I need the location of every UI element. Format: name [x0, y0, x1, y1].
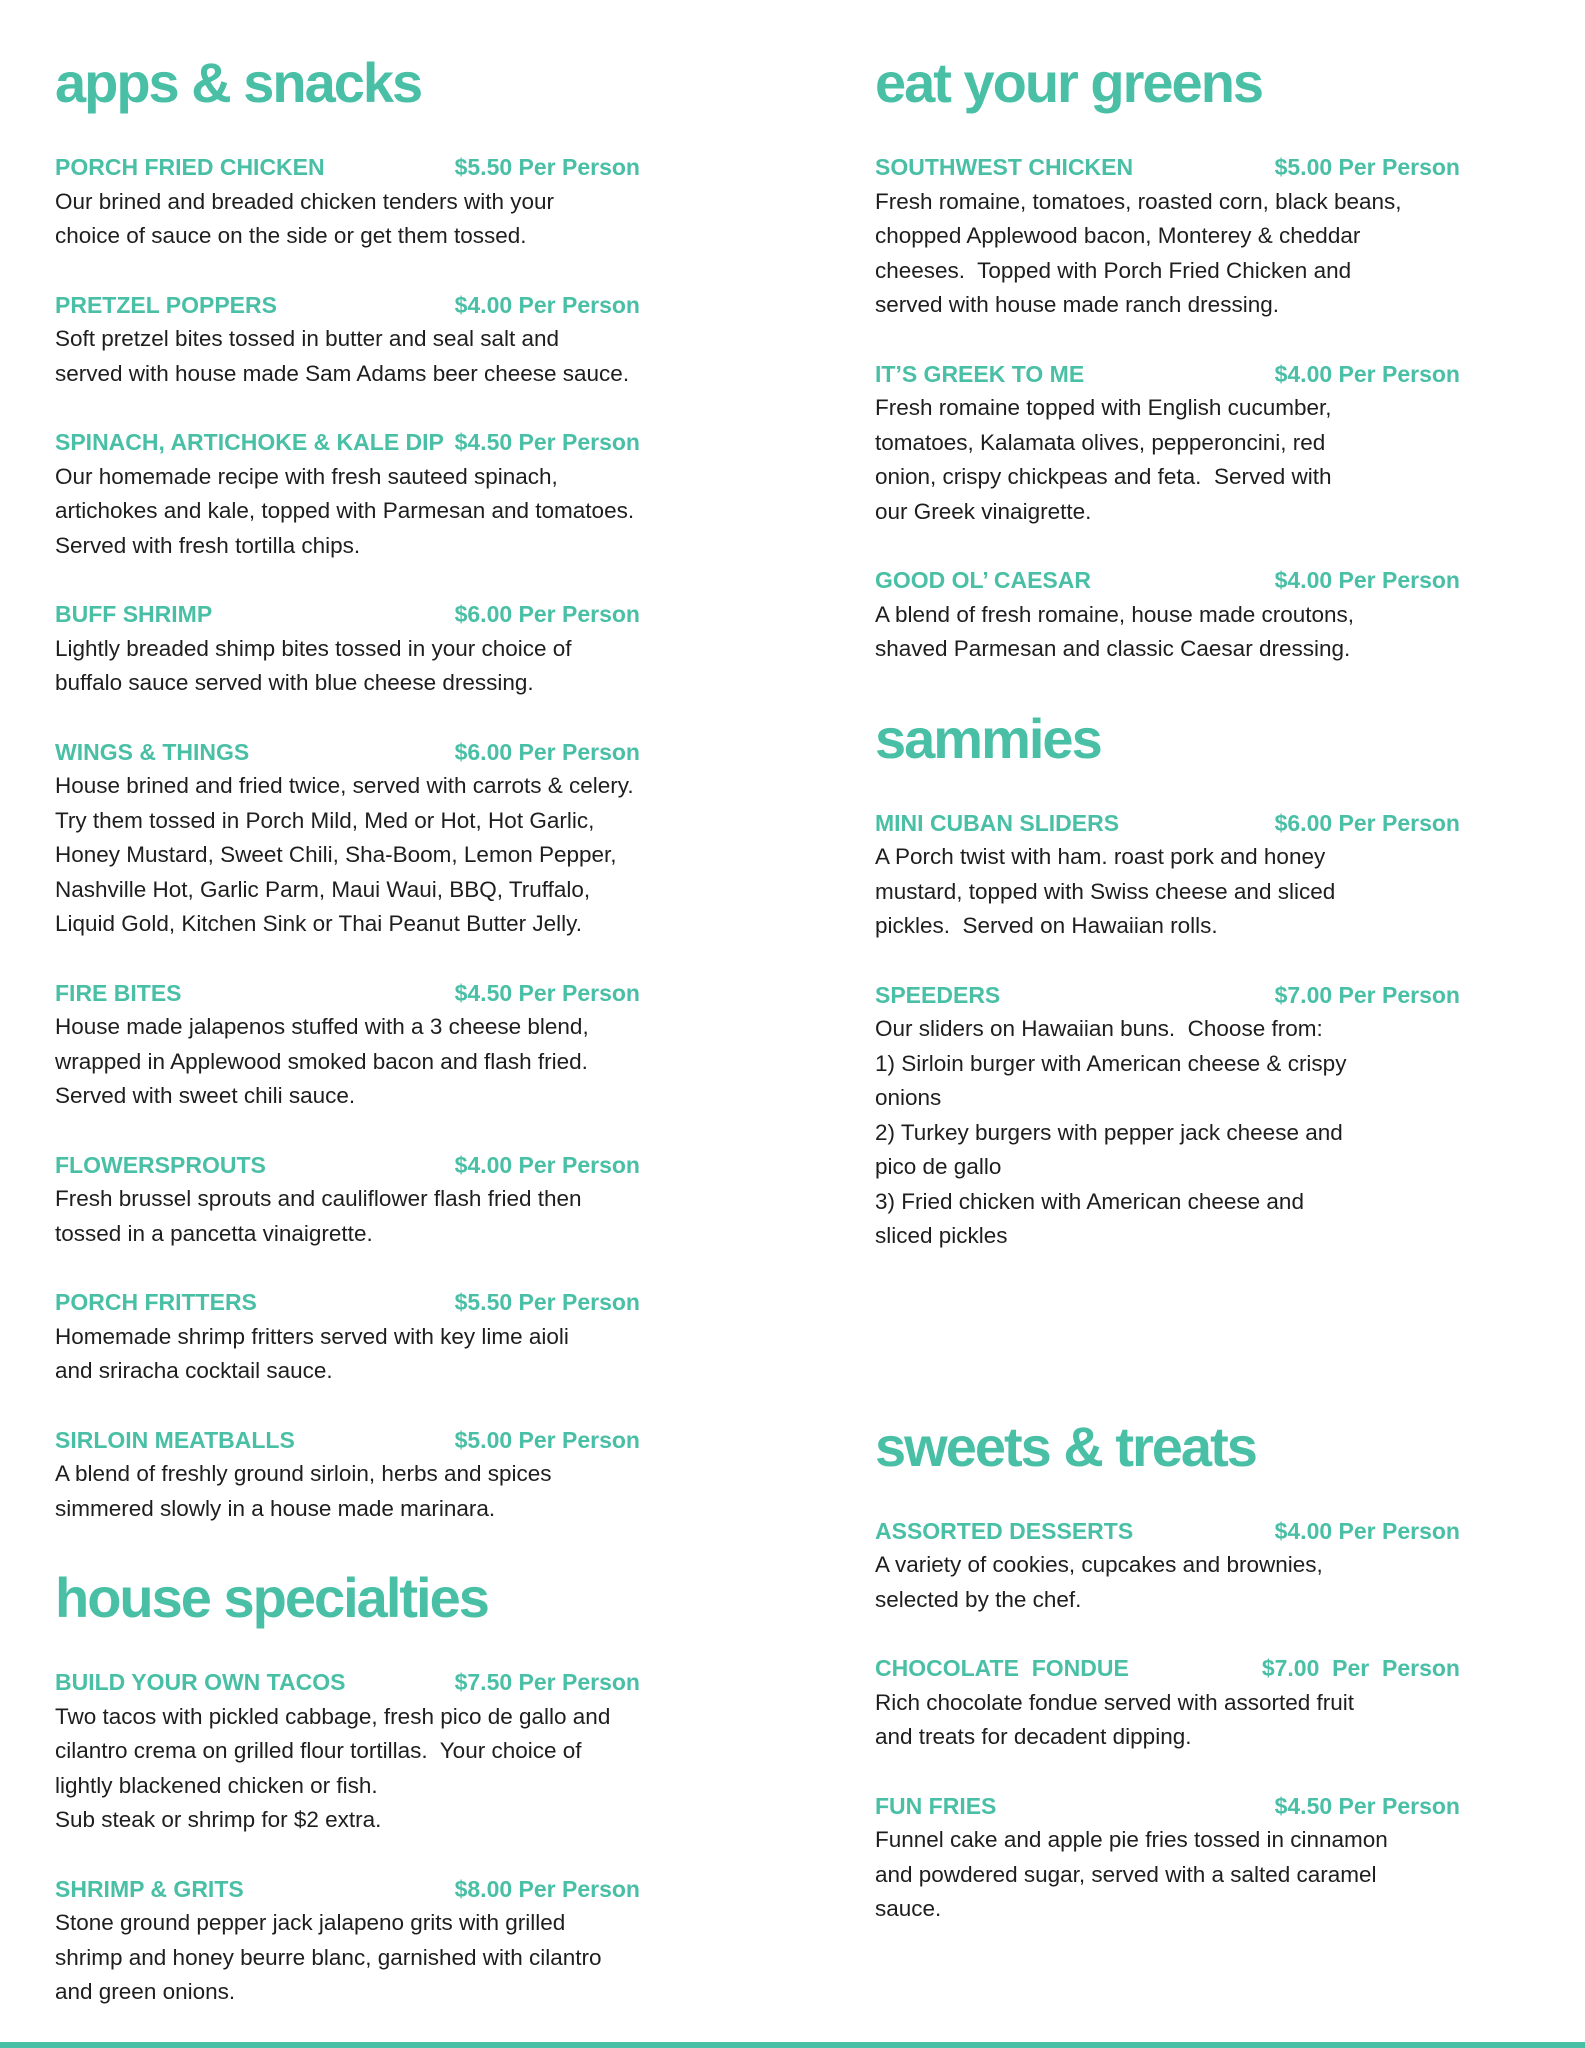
menu-item-price: $6.00 Per Person — [1274, 809, 1460, 836]
menu-item-description — [875, 185, 1460, 323]
menu-item-porch-fritters — [55, 1285, 640, 1389]
menu-item-name: SPEEDERS — [875, 981, 1001, 1008]
description-line: Our sliders on Hawaiian buns. Choose from: — [875, 1016, 1323, 1041]
section-heading-sweets-treats: sweets & treats — [875, 1414, 1256, 1478]
menu-item-header — [875, 150, 1460, 185]
menu-item-price: $7.50 Per Person — [454, 1669, 640, 1695]
menu-item-header — [55, 150, 640, 185]
menu-item-name: IT’S GREEK TO ME — [875, 360, 1085, 387]
description-line: Nashville Hot, Garlic Parm, Maui Waui, BBQ, Truffalo, — [55, 876, 591, 902]
menu-item-assorted-desserts — [875, 1514, 1460, 1618]
description-line: sliced pickles — [875, 1223, 1008, 1248]
menu-item-description — [875, 1012, 1460, 1254]
menu-item-name: MINI CUBAN SLIDERS — [875, 809, 1120, 836]
menu-item-sirloin-meatballs — [55, 1423, 640, 1527]
description-line: A Porch twist with ham. roast pork and honey — [875, 844, 1326, 869]
description-line: Our brined and breaded chicken tenders with your — [55, 188, 555, 214]
menu-item-name: WINGS & THINGS — [55, 738, 250, 765]
menu-item-description — [55, 1700, 640, 1838]
menu-item-price: $4.00 Per Person — [1274, 360, 1460, 387]
menu-item-name: PRETZEL POPPERS — [55, 291, 277, 318]
menu-item-description — [875, 1548, 1460, 1617]
menu-item-name: PORCH FRITTERS — [55, 1289, 257, 1315]
description-line: lightly blackened chicken or fish. — [55, 1772, 378, 1798]
menu-item-description — [55, 769, 640, 942]
menu-item-description — [55, 185, 640, 254]
menu-item-shrimp-grits — [55, 1872, 640, 2010]
menu-item-header — [875, 978, 1460, 1013]
menu-item-header — [55, 1423, 640, 1458]
menu-item-flowersprouts — [55, 1148, 640, 1252]
footer-accent-bar — [0, 2042, 1585, 2048]
menu-item-buff-shrimp — [55, 597, 640, 701]
description-line: Fresh romaine topped with English cucumber, — [875, 395, 1332, 420]
description-line: Funnel cake and apple pie fries tossed in cinnamon — [875, 1827, 1388, 1852]
description-line: served with house made ranch dressing. — [875, 292, 1279, 317]
menu-item-fun-fries — [875, 1789, 1460, 1927]
description-line: Rich chocolate fondue served with assorted fruit — [875, 1689, 1355, 1715]
menu-item-price: $4.50 Per Person — [454, 429, 640, 455]
description-line: shrimp and honey beurre blanc, garnished with cilantro — [55, 1944, 602, 1970]
menu-item-description — [55, 460, 640, 564]
description-line: Fresh brussel sprouts and cauliflower flash fried then — [55, 1186, 582, 1211]
menu-item-description — [55, 1320, 640, 1389]
section-heading-apps-snacks: apps & snacks — [55, 51, 422, 114]
description-line: Lightly breaded shimp bites tossed in your choice of — [55, 635, 572, 661]
description-line: Liquid Gold, Kitchen Sink or Thai Peanut Butter Jelly. — [55, 911, 582, 936]
description-line: House brined and fried twice, served with carrots & celery. — [55, 773, 634, 798]
menu-item-price: $4.00 Per Person — [1274, 1517, 1460, 1544]
description-line: our Greek vinaigrette. — [875, 498, 1092, 524]
menu-item-header — [55, 1285, 640, 1320]
section-house-specialties — [55, 1560, 640, 2010]
menu-item-price: $4.00 Per Person — [1274, 567, 1460, 593]
description-line: chopped Applewood bacon, Monterey & cheddar — [875, 223, 1361, 248]
menu-item-description — [875, 1686, 1460, 1755]
menu-item-description — [875, 1823, 1460, 1927]
menu-item-header — [55, 976, 640, 1011]
section-sammies — [875, 701, 1460, 1254]
description-line: and green onions. — [55, 1979, 236, 2004]
description-line: House made jalapenos stuffed with a 3 cheese blend, — [55, 1014, 589, 1039]
menu-item-header — [55, 425, 640, 460]
description-line: and sriracha cocktail sauce. — [55, 1358, 333, 1383]
description-line: tomatoes, Kalamata olives, pepperoncini, red — [875, 429, 1326, 455]
menu-item-southwest-chicken — [875, 150, 1460, 323]
menu-item-price: $4.00 Per Person — [454, 291, 640, 318]
menu-item-header — [875, 1514, 1460, 1549]
menu-column-left — [55, 45, 640, 2044]
description-line: cheeses. Topped with Porch Fried Chicken and — [875, 257, 1352, 283]
description-line: tossed in a pancetta vinaigrette. — [55, 1220, 373, 1246]
menu-item-speeders — [875, 978, 1460, 1254]
menu-item-price: $4.50 Per Person — [1274, 1792, 1460, 1819]
menu-item-name: BUILD YOUR OWN TACOS — [55, 1669, 346, 1695]
description-line: served with house made Sam Adams beer cheese sauce. — [55, 360, 630, 386]
menu-item-price: $4.00 Per Person — [454, 1151, 640, 1178]
description-line: sauce. — [875, 1896, 942, 1921]
description-line: Stone ground pepper jack jalapeno grits with grilled — [55, 1910, 566, 1935]
menu-item-price: $7.00 Per Person — [1274, 981, 1460, 1008]
menu-item-description — [875, 840, 1460, 944]
menu-item-price: $6.00 Per Person — [454, 738, 640, 765]
menu-item-description — [875, 598, 1460, 667]
menu-column-right — [875, 45, 1460, 1961]
menu-item-header — [55, 597, 640, 632]
menu-item-name: FLOWERSPROUTS — [55, 1151, 266, 1178]
menu-item-description — [875, 391, 1460, 529]
description-line: selected by the chef. — [875, 1586, 1082, 1612]
description-line: mustard, topped with Swiss cheese and sliced — [875, 878, 1336, 904]
description-line: Soft pretzel bites tossed in butter and seal salt and — [55, 326, 560, 351]
menu-item-header — [55, 1148, 640, 1183]
description-line: 1) Sirloin burger with American cheese & crispy — [875, 1050, 1347, 1076]
description-line: Served with sweet chili sauce. — [55, 1083, 356, 1108]
menu-item-name: CHOCOLATE FONDUE — [875, 1655, 1129, 1681]
menu-item-name: BUFF SHRIMP — [55, 601, 213, 627]
menu-item-price: $5.50 Per Person — [454, 154, 640, 180]
menu-item-price: $6.00 Per Person — [454, 601, 640, 627]
menu-item-description — [55, 1010, 640, 1114]
description-line: onions — [875, 1085, 942, 1110]
description-line: Served with fresh tortilla chips. — [55, 532, 361, 558]
description-line: A blend of fresh romaine, house made croutons, — [875, 601, 1355, 627]
menu-item-name: SOUTHWEST CHICKEN — [875, 154, 1134, 180]
menu-item-description — [55, 632, 640, 701]
menu-item-chocolate-fondue — [875, 1651, 1460, 1755]
menu-item-header — [55, 288, 640, 323]
menu-item-mini-cuban-sliders — [875, 806, 1460, 944]
section-heading-eat-your-greens: eat your greens — [875, 51, 1263, 114]
menu-item-wings-things — [55, 735, 640, 942]
menu-item-price: $5.00 Per Person — [454, 1426, 640, 1453]
description-line: Honey Mustard, Sweet Chili, Sha-Boom, Lemon Pepper, — [55, 842, 617, 867]
description-line: simmered slowly in a house made marinara. — [55, 1495, 496, 1521]
description-line: pickles. Served on Hawaiian rolls. — [875, 913, 1218, 938]
description-line: artichokes and kale, topped with Parmesan and tomatoes. — [55, 498, 635, 523]
menu-item-name: PORCH FRIED CHICKEN — [55, 154, 325, 180]
section-eat-your-greens — [875, 45, 1460, 667]
description-line: Try them tossed in Porch Mild, Med or Hot, Hot Garlic, — [55, 807, 595, 833]
description-line: choice of sauce on the side or get them tossed. — [55, 223, 527, 248]
menu-item-name: SIRLOIN MEATBALLS — [55, 1426, 295, 1453]
menu-item-spinach-artichoke-kale-dip — [55, 425, 640, 563]
menu-item-it-s-greek-to-me — [875, 357, 1460, 530]
menu-item-price: $4.50 Per Person — [454, 979, 640, 1006]
description-line: wrapped in Applewood smoked bacon and flash fried. — [55, 1048, 588, 1074]
menu-item-build-your-own-tacos — [55, 1665, 640, 1838]
menu-item-name: FIRE BITES — [55, 979, 182, 1006]
description-line: pico de gallo — [875, 1154, 1002, 1179]
menu-item-header — [875, 357, 1460, 392]
section-heading-sammies: sammies — [875, 706, 1101, 770]
menu-item-header — [55, 735, 640, 770]
menu-item-fire-bites — [55, 976, 640, 1114]
menu-item-description — [55, 322, 640, 391]
menu-item-pretzel-poppers — [55, 288, 640, 392]
menu-item-price: $7.00 Per Person — [1261, 1655, 1460, 1681]
description-line: shaved Parmesan and classic Caesar dressing. — [875, 636, 1351, 661]
menu-item-header — [55, 1665, 640, 1700]
menu-item-header — [875, 563, 1460, 598]
menu-item-description — [55, 1906, 640, 2010]
description-line: buffalo sauce served with blue cheese dressing. — [55, 670, 534, 695]
menu-item-name: FUN FRIES — [875, 1792, 997, 1819]
description-line: A blend of freshly ground sirloin, herbs and spices — [55, 1461, 552, 1486]
section-heading-house-specialties: house specialties — [55, 1566, 488, 1629]
description-line: cilantro crema on grilled flour tortillas. Your choice of — [55, 1738, 582, 1763]
menu-item-porch-fried-chicken — [55, 150, 640, 254]
menu-item-name: SHRIMP & GRITS — [55, 1875, 244, 1902]
description-line: Sub steak or shrimp for $2 extra. — [55, 1807, 382, 1832]
menu-item-description — [55, 1457, 640, 1526]
menu-item-price: $8.00 Per Person — [454, 1875, 640, 1902]
menu-item-name: GOOD OL’ CAESAR — [875, 567, 1091, 593]
menu-item-price: $5.00 Per Person — [1274, 154, 1460, 180]
description-line: A variety of cookies, cupcakes and brownies, — [875, 1552, 1323, 1577]
menu-item-header — [875, 1651, 1460, 1686]
menu-item-name: ASSORTED DESSERTS — [875, 1517, 1134, 1544]
menu-item-header — [875, 1789, 1460, 1824]
section-apps-snacks — [55, 45, 640, 1526]
description-line: Homemade shrimp fritters served with key lime aioli — [55, 1323, 569, 1349]
menu-item-header — [875, 806, 1460, 841]
description-line: Two tacos with pickled cabbage, fresh pico de gallo and — [55, 1703, 611, 1729]
description-line: onion, crispy chickpeas and feta. Served with — [875, 464, 1332, 489]
menu-item-name: SPINACH, ARTICHOKE & KALE DIP — [55, 429, 444, 455]
menu-item-good-ol-caesar — [875, 563, 1460, 667]
section-sweets-treats — [875, 1409, 1460, 1927]
description-line: and powdered sugar, served with a salted caramel — [875, 1861, 1377, 1887]
description-line: Our homemade recipe with fresh sauteed spinach, — [55, 463, 558, 489]
description-line: 2) Turkey burgers with pepper jack cheese and — [875, 1119, 1343, 1145]
menu-item-price: $5.50 Per Person — [454, 1289, 640, 1315]
description-line: Fresh romaine, tomatoes, roasted corn, black beans, — [875, 188, 1402, 214]
menu-item-header — [55, 1872, 640, 1907]
menu-item-description — [55, 1182, 640, 1251]
description-line: 3) Fried chicken with American cheese and — [875, 1188, 1304, 1214]
description-line: and treats for decadent dipping. — [875, 1724, 1192, 1749]
